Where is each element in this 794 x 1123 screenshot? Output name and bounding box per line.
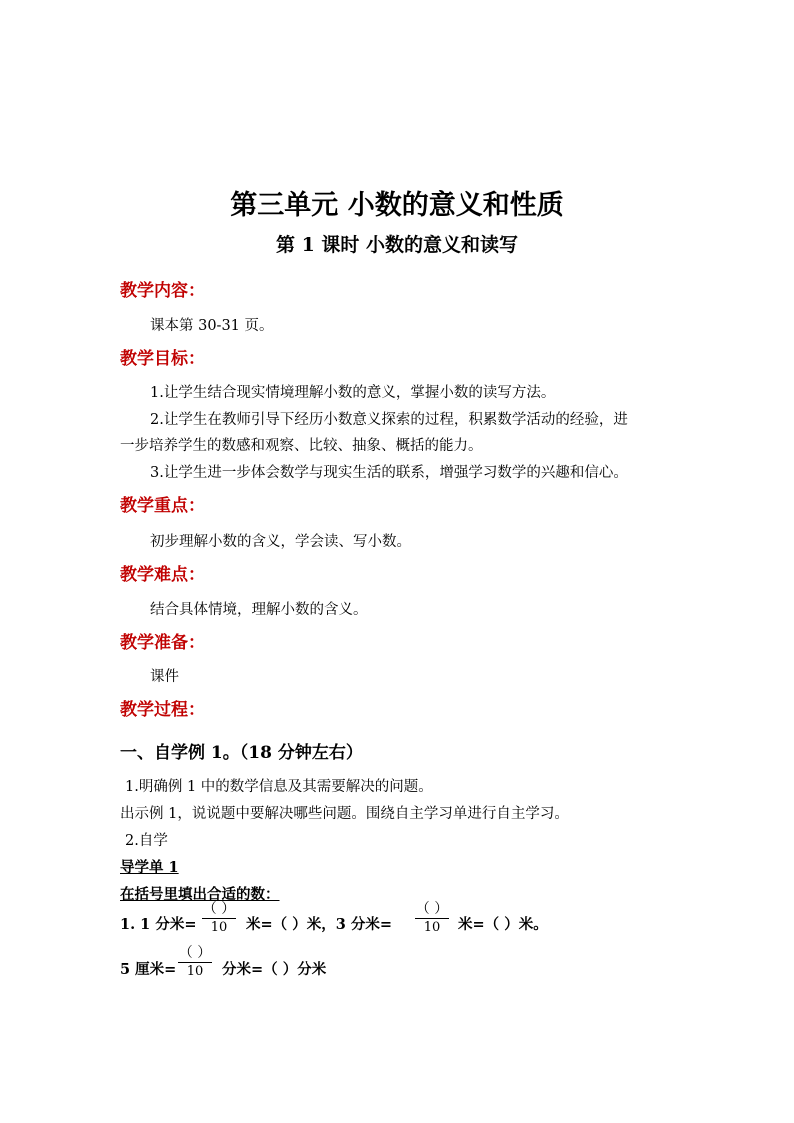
part1-step1b: 出示例 1，说说题中要解决哪些问题。围绕自主学习单进行自主学习。	[120, 806, 569, 822]
guide-instruction: 在括号里填出合适的数：	[120, 886, 280, 903]
q2-frac-denominator: 10	[186, 964, 204, 979]
page-title: 第三单元 小数的意义和性质	[230, 190, 564, 221]
q1-frac2-numerator: （ ）	[415, 901, 449, 917]
heading-process: 教学过程：	[120, 700, 205, 720]
q1-fraction-1	[202, 900, 236, 937]
difficult-text: 结合具体情境，理解小数的含义。	[150, 602, 368, 618]
q2-frac-numerator: （ ）	[178, 945, 212, 961]
heading-content: 教学内容：	[120, 281, 205, 301]
q1-part-c: 米=（ ）米。	[458, 916, 548, 933]
guide-title: 导学单 1	[120, 859, 179, 876]
prep-text: 课件	[150, 669, 179, 685]
q1-frac2-denominator: 10	[423, 920, 441, 935]
q1-frac1-numerator: （ ）	[202, 901, 236, 917]
lesson-subtitle: 第 1 课时 小数的意义和读写	[275, 234, 519, 256]
part1-step2: 2.自学	[125, 833, 168, 849]
q2-fraction	[178, 944, 212, 981]
q1-part-b: 米=（ ）米，3 分米=	[246, 916, 392, 933]
key-text: 初步理解小数的含义，学会读、写小数。	[150, 534, 411, 550]
heading-key: 教学重点：	[120, 496, 205, 516]
goal-line-1: 1.让学生结合现实情境理解小数的意义，掌握小数的读写方法。	[150, 385, 556, 401]
q2-part-a: 5 厘米=	[120, 961, 177, 978]
q2-part-b: 分米=（ ）分米	[222, 961, 327, 978]
q1-part-a: 1. 1 分米=	[120, 916, 197, 933]
goal-line-3: 3.让学生进一步体会数学与现实生活的联系，增强学习数学的兴趣和信心。	[150, 465, 628, 481]
q1-fraction-2	[415, 900, 449, 937]
heading-difficult: 教学难点：	[120, 565, 205, 585]
goal-line-2a: 2.让学生在教师引导下经历小数意义探索的过程，积累数学活动的经验，进	[150, 412, 628, 428]
content-text: 课本第 30-31 页。	[150, 318, 274, 334]
heading-goals: 教学目标：	[120, 349, 205, 369]
goal-line-2b: 一步培养学生的数感和观察、比较、抽象、概括的能力。	[120, 438, 483, 454]
part1-step1: 1.明确例 1 中的数学信息及其需要解决的问题。	[125, 779, 433, 795]
heading-prep: 教学准备：	[120, 633, 205, 653]
part1-heading: 一、自学例 1。（18 分钟左右）	[120, 743, 363, 763]
q1-frac1-denominator: 10	[210, 920, 228, 935]
